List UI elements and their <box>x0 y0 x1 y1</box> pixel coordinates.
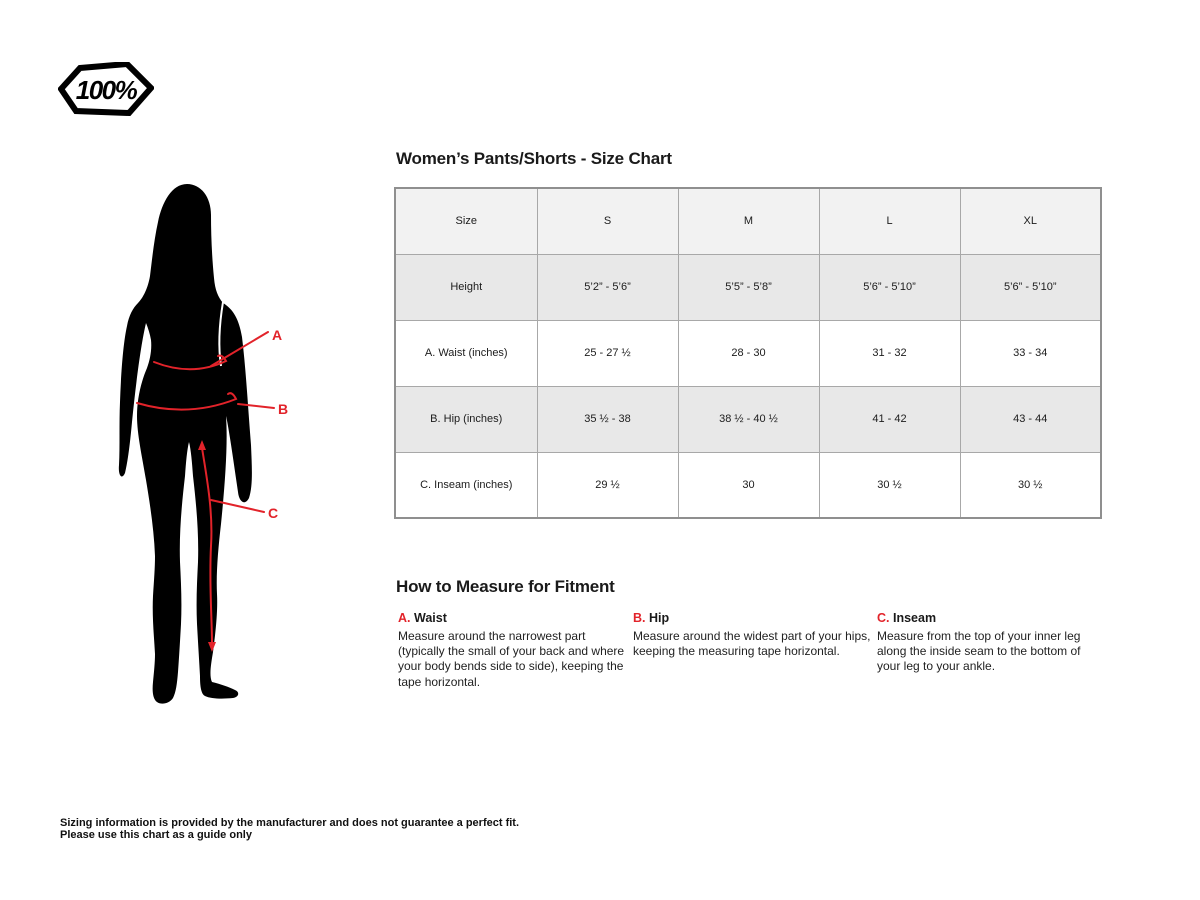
table-row-height <box>395 254 1101 320</box>
measure-item-letter: B. <box>633 611 646 625</box>
inseam-label: C <box>268 505 279 521</box>
row-label: C. Inseam (inches) <box>395 452 537 518</box>
table-row-inseam <box>395 452 1101 518</box>
table-row-waist <box>395 320 1101 386</box>
measure-item-heading <box>398 611 630 625</box>
cell-value: 5’6” - 5’10” <box>960 254 1101 320</box>
measure-item-heading <box>633 611 878 625</box>
cell-value: 41 - 42 <box>819 386 960 452</box>
brand-logo <box>58 62 154 116</box>
row-label: Height <box>395 254 537 320</box>
table-row-hip <box>395 386 1101 452</box>
measure-item-heading <box>877 611 1092 625</box>
col-header-m: M <box>678 188 819 254</box>
cell-value: 33 - 34 <box>960 320 1101 386</box>
measure-item-letter: A. <box>398 611 411 625</box>
disclaimer-line-1: Sizing information is provided by the manufacturer and does not guarantee a perfect fit. <box>60 817 520 829</box>
measure-item-hip <box>633 611 878 659</box>
cell-value: 31 - 32 <box>819 320 960 386</box>
measure-item-waist <box>398 611 630 690</box>
measure-item-description: Measure from the top of your inner leg along the inside seam to the bottom of your leg to your ankle. <box>877 629 1081 674</box>
measure-item-name: Hip <box>648 611 670 625</box>
measurement-figure <box>116 184 296 720</box>
cell-value: 5’2” - 5’6” <box>537 254 678 320</box>
measure-item-description: Measure around the widest part of your hips, keeping the measuring tape horizontal. <box>633 629 871 659</box>
col-header-l: L <box>819 188 960 254</box>
sizing-disclaimer <box>60 818 519 842</box>
measure-item-name: Waist <box>413 611 447 625</box>
measure-item-description: Measure around the narrowest part (typically the small of your back and where your body bends side to side), keeping the tape horizontal. <box>398 629 625 689</box>
cell-value: 29 ½ <box>537 452 678 518</box>
cell-value: 28 - 30 <box>678 320 819 386</box>
measure-item-letter: C. <box>877 611 890 625</box>
cell-value: 38 ½ - 40 ½ <box>678 386 819 452</box>
hip-label: B <box>278 401 289 417</box>
row-label: B. Hip (inches) <box>395 386 537 452</box>
col-header-xl: XL <box>960 188 1101 254</box>
cell-value: 35 ½ - 38 <box>537 386 678 452</box>
cell-value: 30 ½ <box>960 452 1101 518</box>
logo-text: 100% <box>75 75 137 105</box>
cell-value: 30 ½ <box>819 452 960 518</box>
size-chart-table <box>394 187 1102 519</box>
measure-item-name: Inseam <box>892 611 937 625</box>
col-header-size: Size <box>395 188 537 254</box>
woman-silhouette <box>119 184 252 704</box>
cell-value: 5’6” - 5’10” <box>819 254 960 320</box>
waist-label: A <box>272 327 283 343</box>
measure-item-inseam <box>877 611 1092 675</box>
cell-value: 43 - 44 <box>960 386 1101 452</box>
cell-value: 25 - 27 ½ <box>537 320 678 386</box>
row-label: A. Waist (inches) <box>395 320 537 386</box>
size-chart-title: Women’s Pants/Shorts - Size Chart <box>396 149 672 168</box>
how-to-measure-title: How to Measure for Fitment <box>396 577 615 596</box>
disclaimer-line-2: Please use this chart as a guide only <box>60 828 252 841</box>
cell-value: 30 <box>678 452 819 518</box>
cell-value: 5’5” - 5’8” <box>678 254 819 320</box>
col-header-s: S <box>537 188 678 254</box>
table-header-row <box>395 188 1101 254</box>
